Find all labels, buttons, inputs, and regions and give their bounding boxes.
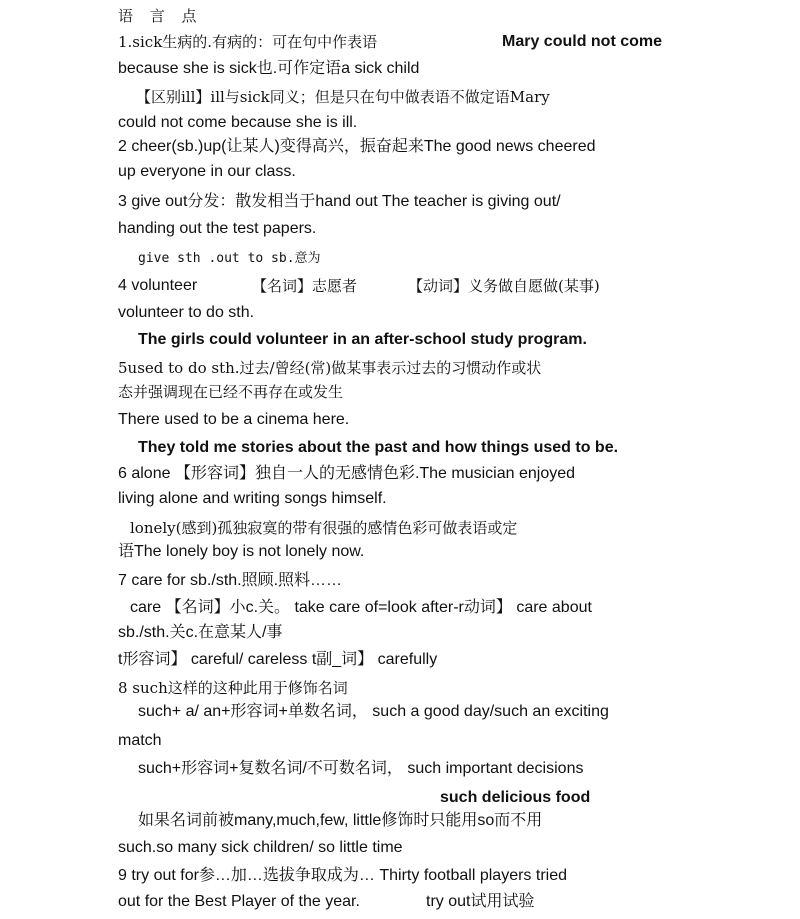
note-so-rule: 如果名词前被many,much,few, little修饰时只能用so而不用 (138, 812, 543, 829)
note-volunteer-example: The girls could volunteer in an after-school study program. (138, 331, 587, 348)
note-lonely: lonely(感到)孤独寂寞的带有很强的感情色彩可做表语或定 (130, 519, 518, 537)
note-try-out: try out试用试验 (426, 893, 535, 910)
note-careful: t形容词】 careful/ careless t副_词】 carefully (118, 651, 438, 668)
note-volunteer-verb: 【动词】义务做自愿做(某事) (408, 277, 600, 295)
note-volunteer-usage: volunteer to do sth. (118, 304, 255, 321)
note-try-out-for-example: out for the Best Player of the year. (118, 893, 360, 910)
note-such-singular-cont: match (118, 732, 162, 749)
note-volunteer-noun: 【名词】志愿者 (252, 277, 358, 295)
note-care-for: 7 care for sb./sth.照顾.照料…… (118, 572, 343, 589)
note-so-example: such.so many sick children/ so little time (118, 839, 403, 856)
note-used-to-example-bold: They told me stories about the past and how things used to be. (138, 439, 619, 456)
note-lonely-example: 语The lonely boy is not lonely now. (118, 543, 365, 560)
note-cheer-up: 2 cheer(sb.)up(让某人)变得高兴，振奋起来The good news cheered (118, 138, 596, 155)
note-alone-example: living alone and writing songs himself. (118, 490, 387, 507)
note-care-about: sb./sth.关c.在意某人/事 (118, 624, 283, 641)
note-give-out: 3 give out分发：散发相当于hand out The teacher is giving out/ (118, 193, 561, 210)
note-sick-example-bold: Mary could not come (502, 33, 663, 50)
page-title: 语 言 点 (118, 7, 203, 25)
note-care: care 【名词】小c.关。 take care of=look after-r动词】 care about (130, 599, 592, 616)
note-used-to: 5used to do sth.过去/曾经(常)做某事表示过去的习惯动作或状 (118, 359, 542, 377)
note-give-out-example: handing out the test papers. (118, 220, 317, 237)
note-ill-example: could not come because she is ill. (118, 114, 358, 131)
note-try-out-for: 9 try out for参…加…选拔争取成为… Thirty football players tried (118, 867, 568, 884)
note-sick-definition: 1.sick生病的.有病的：可在句中作表语 (118, 33, 378, 51)
note-alone: 6 alone 【形容词】独自一人的无感情色彩.The musician enjoyed (118, 465, 576, 482)
note-such-singular: such+ a/ an+形容词+单数名词， such a good day/such an exciting (138, 703, 609, 720)
note-such-example-bold: such delicious food (440, 789, 591, 806)
note-ill-distinction: 【区别ill】ill与sick同义；但是只在句中做表语不做定语Mary (136, 88, 550, 106)
note-sick-attributive: because she is sick也.可作定语a sick child (118, 60, 420, 77)
note-such-plural: such+形容词+复数名词/不可数名词， such important decisions (138, 760, 584, 777)
note-give-out-usage: give sth .out to sb.意为 (138, 251, 321, 266)
note-volunteer: 4 volunteer (118, 277, 198, 294)
note-used-to-example: There used to be a cinema here. (118, 411, 350, 428)
note-cheer-up-example: up everyone in our class. (118, 163, 296, 180)
note-used-to-cont: 态并强调现在已经不再存在或发生 (118, 383, 344, 401)
note-such: 8 such这样的这种此用于修饰名词 (118, 679, 348, 697)
